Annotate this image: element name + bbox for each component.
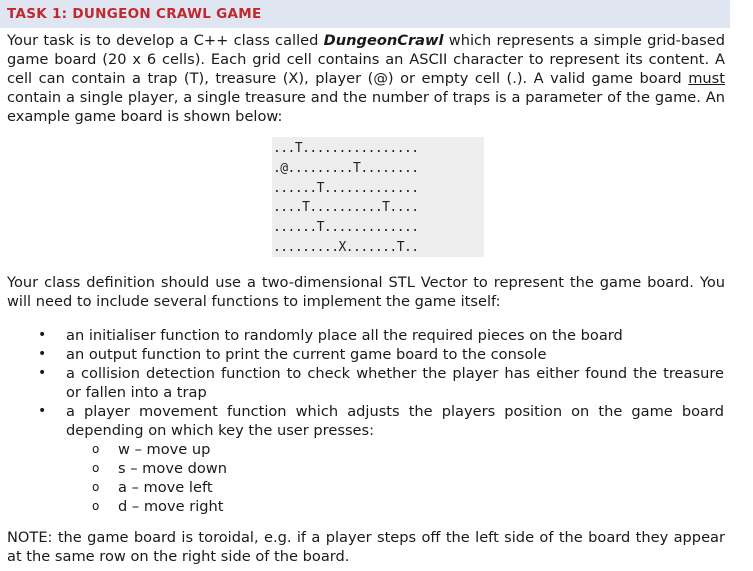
key-item-text: s – move down — [118, 460, 227, 477]
must-underlined: must — [688, 70, 725, 87]
bullet-icon: • — [38, 403, 47, 419]
bullet-icon: • — [38, 365, 47, 381]
intro-paragraph — [7, 31, 725, 126]
key-item-text: a – move left — [118, 479, 213, 496]
board-row: .........X.......T.. — [273, 239, 419, 255]
note-paragraph: NOTE: the game board is toroidal, e.g. if a player steps off the left side of the board they appear at the same row on the right side of the board. — [7, 529, 725, 565]
list-item-text: a player movement function which adjusts the players position on the game board depending on which key the user presses: — [66, 403, 724, 439]
intro-text-3: contain a single player, a single treasure and the number of traps is a parameter of the game. An example game board is shown below: — [7, 89, 725, 125]
list-item-text: an initialiser function to randomly place all the required pieces on the board — [66, 327, 623, 344]
board-row: ......T............. — [273, 180, 419, 196]
intro-text-1: Your task is to develop a C++ class called — [7, 32, 324, 49]
circle-bullet-icon: o — [92, 442, 100, 456]
key-item-text: d – move right — [118, 498, 224, 515]
circle-bullet-icon: o — [92, 461, 100, 475]
intro-text-2: which represents a simple grid-based game board (20 x 6 cells). Each grid cell contains an ASCII character to represent its content. A cell can contain a trap (T), treasure (X), player (@) or empty cell (.). A valid game board — [7, 32, 725, 87]
bullet-icon: • — [38, 346, 47, 362]
circle-bullet-icon: o — [92, 499, 100, 513]
example-game-board — [272, 137, 484, 257]
board-row: ......T............. — [273, 220, 419, 236]
class-name: DungeonCrawl — [323, 32, 444, 49]
key-item-text: w – move up — [118, 441, 211, 458]
circle-bullet-icon: o — [92, 480, 100, 494]
board-row: .@.........T........ — [273, 160, 419, 176]
body-paragraph: Your class definition should use a two-dimensional STL Vector to represent the game board. You will need to include several functions to implement the game itself: — [7, 274, 725, 310]
task-title-bar — [0, 0, 730, 28]
board-row: ....T..........T.... — [273, 200, 419, 216]
list-item-text: an output function to print the current game board to the console — [66, 346, 547, 363]
task-title: TASK 1: DUNGEON CRAWL GAME — [7, 6, 262, 22]
board-row: ...T................ — [273, 141, 419, 156]
list-item-text: a collision detection function to check whether the player has either found the treasure or fallen into a trap — [66, 365, 724, 401]
bullet-icon: • — [38, 327, 47, 343]
